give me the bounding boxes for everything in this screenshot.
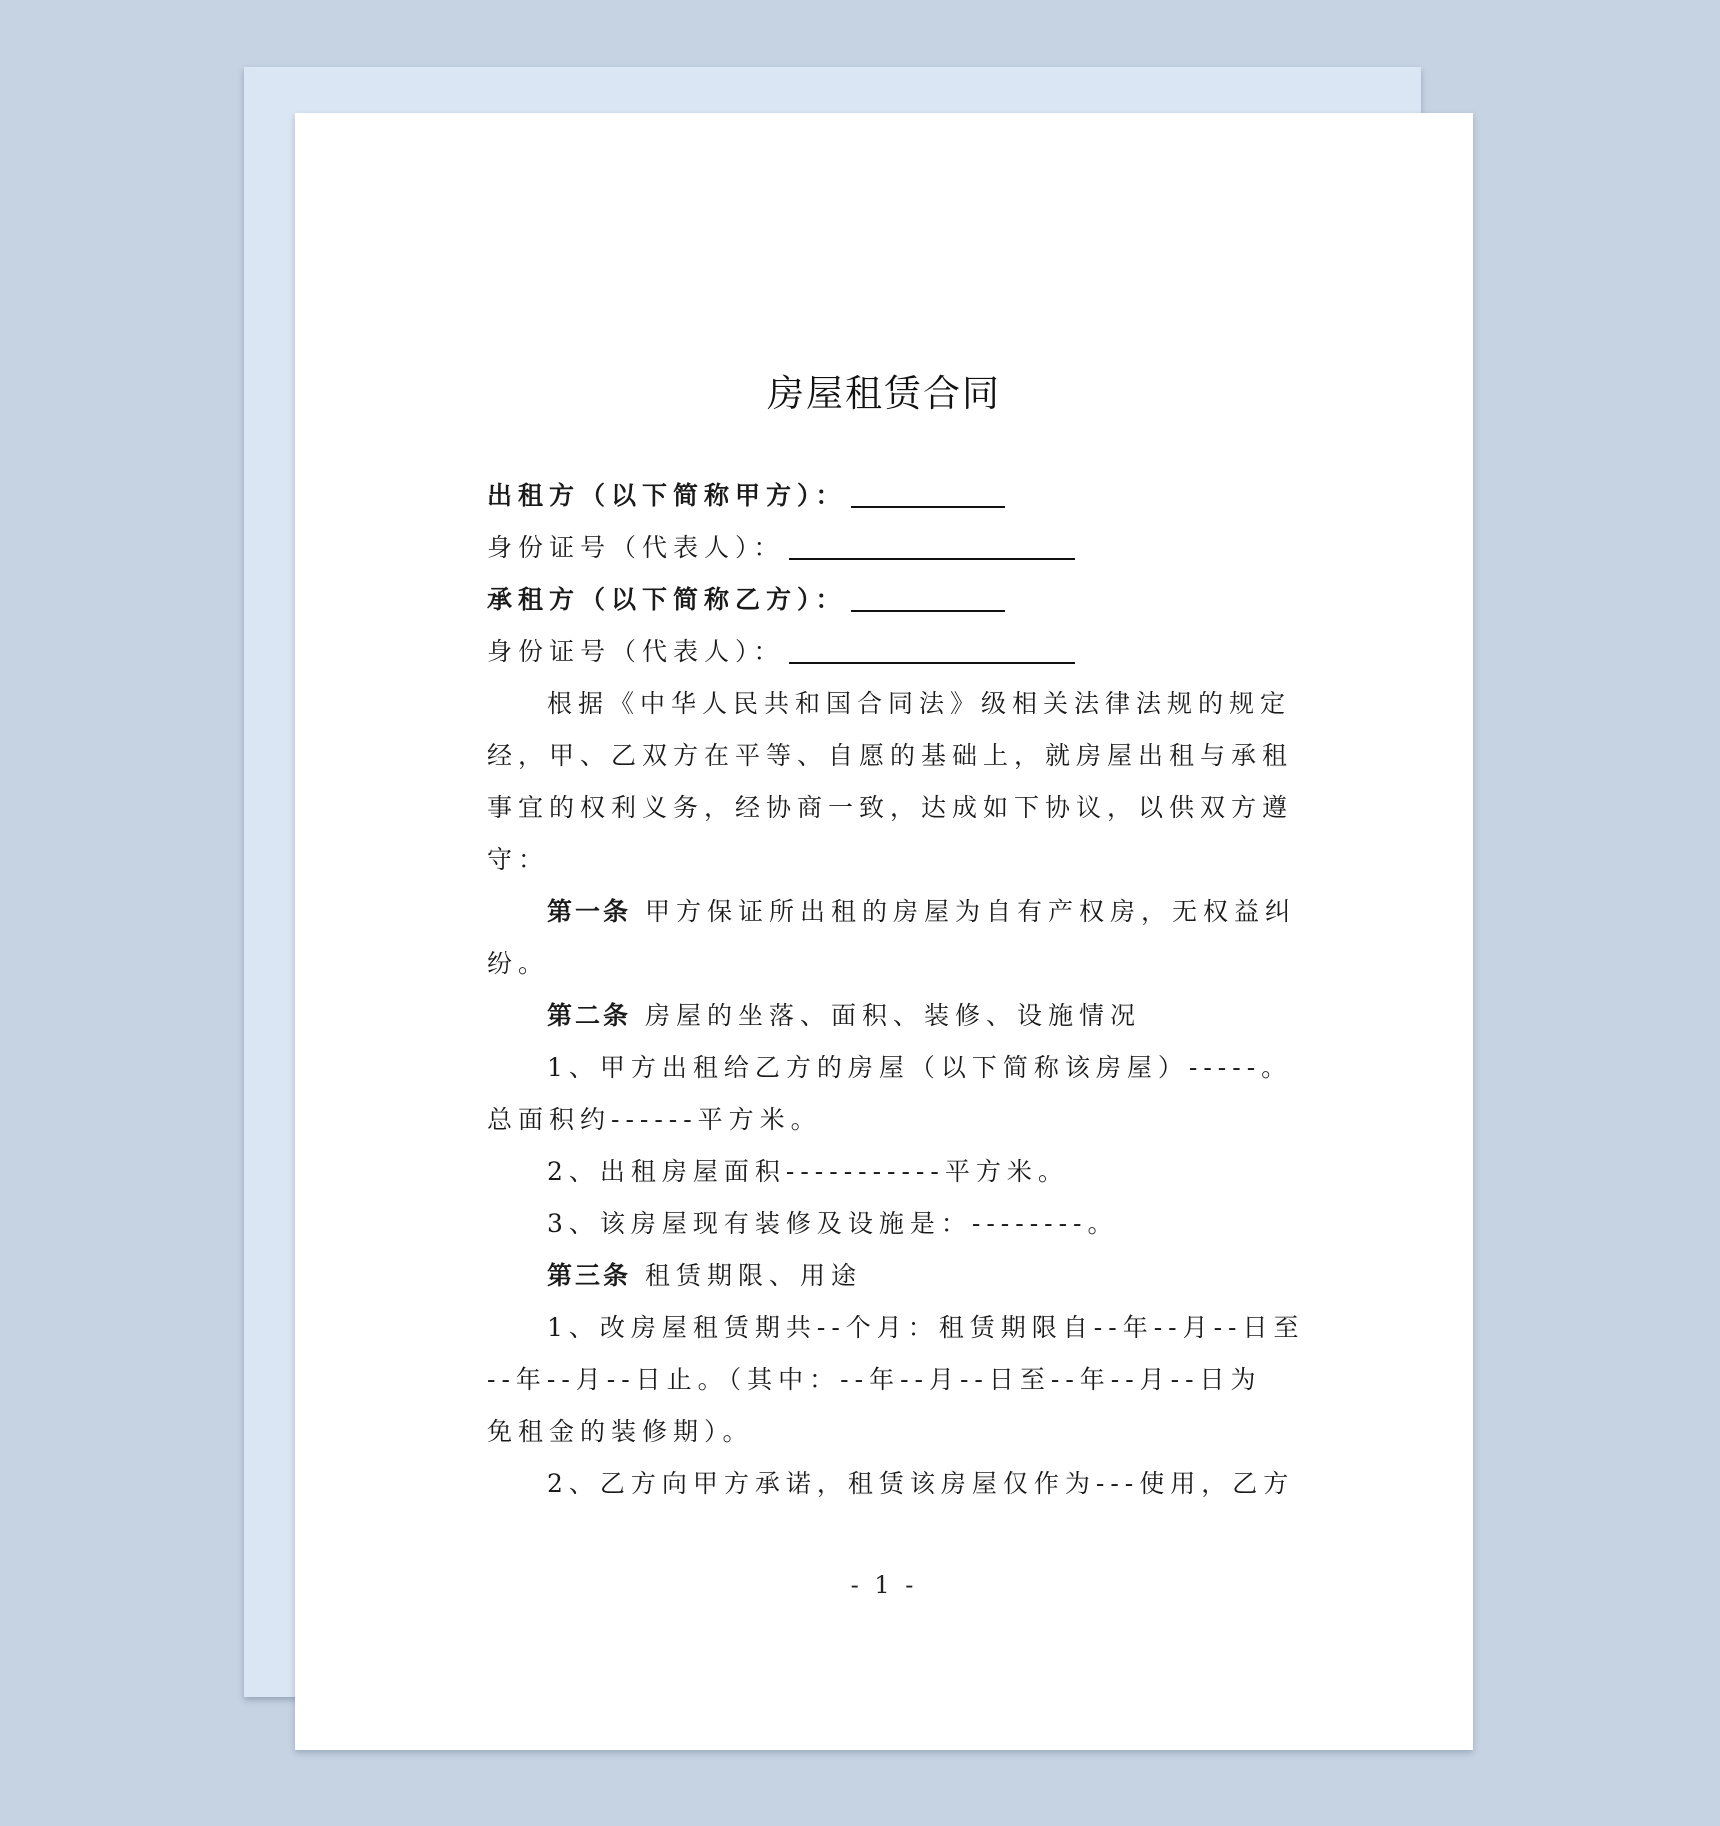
lessee-blank — [851, 576, 1005, 612]
lessor-id-label: 身份证号（代表人）： — [487, 533, 785, 562]
lessor-line — [487, 470, 1307, 522]
article-1-line-1 — [487, 886, 1307, 938]
page-number: - 1 - — [850, 1571, 918, 1599]
lessee-id-label: 身份证号（代表人）： — [487, 637, 785, 666]
lessor-id-blank — [789, 524, 1075, 560]
document-body — [487, 470, 1307, 1510]
lessor-blank — [851, 472, 1005, 508]
article-3-heading: 第三条 — [547, 1261, 632, 1290]
lessee-line — [487, 574, 1307, 626]
article-3-title: 租赁期限、用途 — [645, 1261, 863, 1290]
lessor-label: 出租方（以下简称甲方）： — [487, 481, 847, 510]
article-1-heading: 第一条 — [547, 897, 632, 926]
article-1-line-2: 纷。 — [487, 949, 550, 978]
article-2-item-1-line-1: 1、甲方出租给乙方的房屋（以下简称该房屋）-----。 — [547, 1053, 1293, 1082]
preamble-line-4: 守： — [487, 845, 550, 874]
lessor-id-line — [487, 522, 1307, 574]
article-1-text: 甲方保证所出租的房屋为自有产权房，无权益纠 — [645, 897, 1297, 926]
document-page — [295, 113, 1473, 1750]
article-3-item-1-line-2: --年--月--日止。（其中：--年--月--日至--年--月--日为 — [487, 1365, 1262, 1394]
preamble-line-2: 经，甲、乙双方在平等、自愿的基础上，就房屋出租与承租 — [487, 741, 1294, 770]
lessee-label: 承租方（以下简称乙方）： — [487, 585, 847, 614]
article-3-item-2-line-1: 2、乙方向甲方承诺，租赁该房屋仅作为---使用，乙方 — [547, 1469, 1295, 1498]
lessee-id-line — [487, 626, 1307, 678]
article-2-item-1-line-2: 总面积约------平方米。 — [487, 1105, 822, 1134]
article-2-heading: 第二条 — [547, 1001, 632, 1030]
article-2-item-2: 2、出租房屋面积-----------平方米。 — [547, 1157, 1069, 1186]
article-2-title: 房屋的坐落、面积、装修、设施情况 — [645, 1001, 1142, 1030]
preamble-line-1: 根据《中华人民共和国合同法》级相关法律法规的规定 — [547, 689, 1292, 718]
lessee-id-blank — [789, 628, 1075, 664]
article-2-heading-line — [487, 990, 1307, 1042]
article-2-item-3: 3、该房屋现有装修及设施是：--------。 — [547, 1209, 1119, 1238]
article-3-item-1-line-1: 1、改房屋租赁期共--个月：租赁期限自--年--月--日至 — [547, 1313, 1305, 1342]
article-3-item-1-line-3: 免租金的装修期）。 — [487, 1417, 754, 1446]
article-3-heading-line — [487, 1250, 1307, 1302]
document-title: 房屋租赁合同 — [767, 372, 1001, 415]
preamble-line-3: 事宜的权利义务，经协商一致，达成如下协议，以供双方遵 — [487, 793, 1294, 822]
